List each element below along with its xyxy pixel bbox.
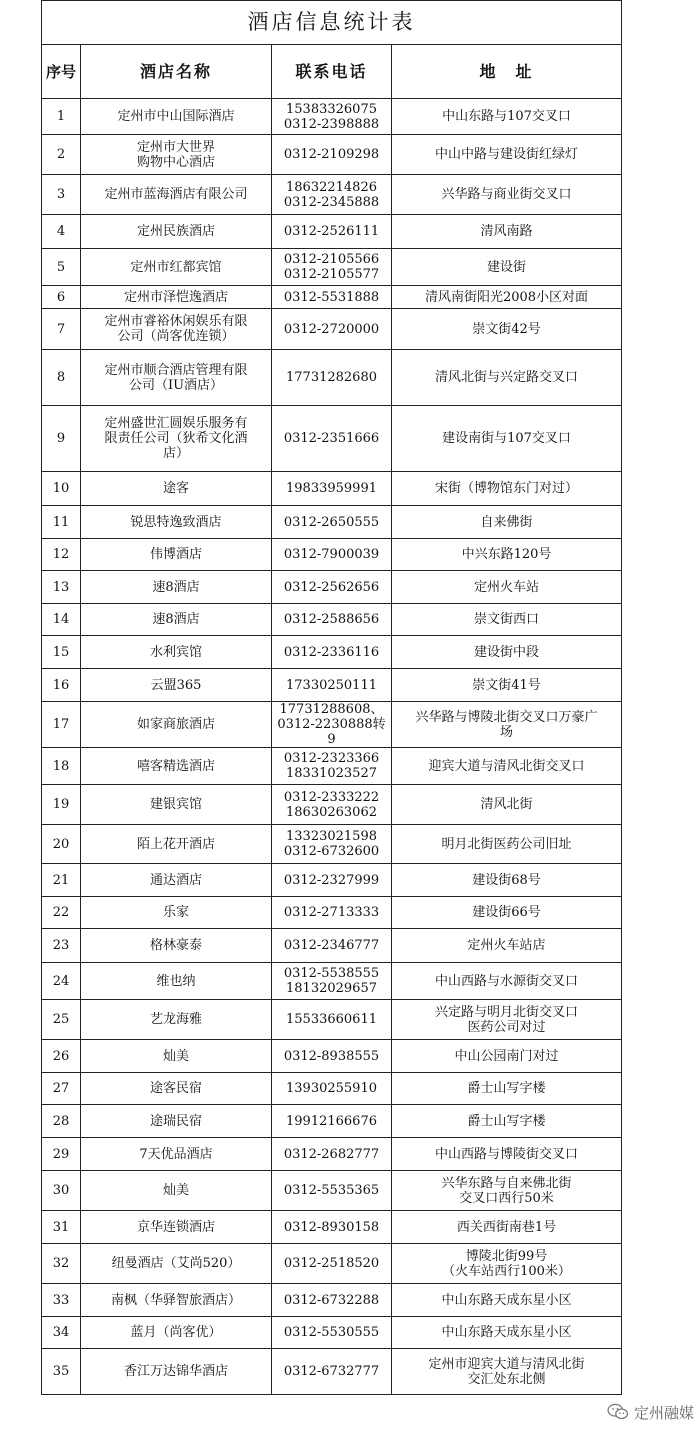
cell-name: 7天优品酒店 [81, 1138, 272, 1171]
cell-seq: 21 [42, 864, 81, 897]
cell-address: 兴定路与明月北街交叉口 医药公司对过 [392, 1000, 622, 1040]
watermark-text: 定州融媒 [633, 1403, 694, 1422]
table-row [42, 309, 622, 350]
table-row [42, 785, 622, 825]
table-row [42, 669, 622, 702]
cell-phone: 15533660611 [272, 1000, 392, 1040]
cell-seq: 4 [42, 215, 81, 249]
table-row [42, 571, 622, 604]
cell-name: 陌上花开酒店 [81, 825, 272, 864]
cell-phone: 0312-2336116 [272, 636, 392, 669]
cell-address: 建设街 [392, 249, 622, 286]
cell-address: 博陵北街99号 （火车站西行100米） [392, 1244, 622, 1284]
cell-address: 定州火车站店 [392, 929, 622, 963]
table-row [42, 1073, 622, 1105]
cell-seq: 23 [42, 929, 81, 963]
cell-phone: 19833959991 [272, 472, 392, 506]
title-row [42, 1, 622, 45]
table-row [42, 249, 622, 286]
cell-address: 明月北街医药公司旧址 [392, 825, 622, 864]
cell-phone: 0312-2713333 [272, 897, 392, 929]
cell-phone: 13930255910 [272, 1073, 392, 1105]
cell-phone: 17731282680 [272, 350, 392, 406]
cell-address: 中山西路与博陵街交叉口 [392, 1138, 622, 1171]
cell-address: 中兴东路120号 [392, 539, 622, 571]
cell-name: 定州市睿裕休闲娱乐有限 公司（尚客优连锁） [81, 309, 272, 350]
cell-seq: 27 [42, 1073, 81, 1105]
cell-seq: 6 [42, 286, 81, 309]
table-row [42, 406, 622, 472]
cell-seq: 8 [42, 350, 81, 406]
cell-seq: 15 [42, 636, 81, 669]
table-row [42, 135, 622, 175]
table-row [42, 636, 622, 669]
cell-address: 自来佛街 [392, 506, 622, 539]
cell-seq: 31 [42, 1211, 81, 1244]
cell-phone: 0312-2346777 [272, 929, 392, 963]
cell-name: 定州市泽恺逸酒店 [81, 286, 272, 309]
cell-phone: 13323021598 0312-6732600 [272, 825, 392, 864]
header-address: 地 址 [392, 45, 622, 99]
cell-phone: 0312-6732288 [272, 1284, 392, 1317]
cell-address: 中山东路与107交叉口 [392, 99, 622, 135]
header-seq: 序号 [42, 45, 81, 99]
cell-address: 中山东路天成东星小区 [392, 1317, 622, 1349]
cell-phone: 18632214826 0312-2345888 [272, 175, 392, 215]
table-row [42, 748, 622, 785]
cell-seq: 13 [42, 571, 81, 604]
cell-name: 维也纳 [81, 963, 272, 1000]
cell-name: 云盟365 [81, 669, 272, 702]
table-row [42, 1317, 622, 1349]
cell-address: 定州市迎宾大道与清风北街 交汇处东北侧 [392, 1349, 622, 1395]
cell-phone: 0312-2562656 [272, 571, 392, 604]
cell-address: 定州火车站 [392, 571, 622, 604]
cell-phone: 0312-8938555 [272, 1040, 392, 1073]
cell-seq: 7 [42, 309, 81, 350]
cell-seq: 1 [42, 99, 81, 135]
hotel-info-sheet [41, 0, 621, 1395]
cell-address: 宋街（博物馆东门对过） [392, 472, 622, 506]
wechat-icon [607, 1403, 629, 1421]
hotel-info-table [41, 0, 622, 1395]
table-title: 酒店信息统计表 [42, 1, 622, 45]
cell-name: 定州市中山国际酒店 [81, 99, 272, 135]
cell-phone: 0312-8930158 [272, 1211, 392, 1244]
cell-phone: 0312-2650555 [272, 506, 392, 539]
table-row [42, 1211, 622, 1244]
cell-name: 定州市顺合酒店管理有限 公司（IU酒店） [81, 350, 272, 406]
cell-phone: 0312-2333222 18630263062 [272, 785, 392, 825]
table-row [42, 99, 622, 135]
table-row [42, 1349, 622, 1395]
cell-name: 建银宾馆 [81, 785, 272, 825]
table-row [42, 1040, 622, 1073]
cell-address: 崇文街西口 [392, 604, 622, 636]
cell-name: 定州市红都宾馆 [81, 249, 272, 286]
cell-name: 通达酒店 [81, 864, 272, 897]
cell-seq: 3 [42, 175, 81, 215]
cell-seq: 22 [42, 897, 81, 929]
cell-seq: 35 [42, 1349, 81, 1395]
cell-address: 中山公园南门对过 [392, 1040, 622, 1073]
cell-seq: 2 [42, 135, 81, 175]
cell-phone: 0312-2323366 18331023527 [272, 748, 392, 785]
cell-seq: 34 [42, 1317, 81, 1349]
table-row [42, 897, 622, 929]
header-row [42, 45, 622, 99]
watermark [607, 1401, 694, 1423]
cell-seq: 12 [42, 539, 81, 571]
cell-name: 艺龙海雅 [81, 1000, 272, 1040]
cell-address: 清风北街 [392, 785, 622, 825]
table-row [42, 286, 622, 309]
cell-address: 清风南路 [392, 215, 622, 249]
cell-name: 灿美 [81, 1171, 272, 1211]
cell-name: 纽曼酒店（艾尚520） [81, 1244, 272, 1284]
cell-phone: 0312-5530555 [272, 1317, 392, 1349]
table-row [42, 1284, 622, 1317]
cell-phone: 0312-6732777 [272, 1349, 392, 1395]
cell-address: 清风南街阳光2008小区对面 [392, 286, 622, 309]
table-row [42, 1138, 622, 1171]
table-row [42, 1244, 622, 1284]
cell-phone: 0312-5531888 [272, 286, 392, 309]
table-row [42, 1105, 622, 1138]
cell-phone: 0312-2526111 [272, 215, 392, 249]
cell-address: 建设街中段 [392, 636, 622, 669]
cell-address: 兴华路与博陵北街交叉口万豪广 场 [392, 702, 622, 748]
cell-seq: 5 [42, 249, 81, 286]
table-row [42, 175, 622, 215]
cell-phone: 0312-2588656 [272, 604, 392, 636]
cell-seq: 11 [42, 506, 81, 539]
cell-address: 清风北街与兴定路交叉口 [392, 350, 622, 406]
cell-phone: 0312-2518520 [272, 1244, 392, 1284]
table-body [42, 99, 622, 1395]
cell-phone: 0312-2105566 0312-2105577 [272, 249, 392, 286]
cell-phone: 17330250111 [272, 669, 392, 702]
cell-address: 迎宾大道与清风北街交叉口 [392, 748, 622, 785]
cell-phone: 0312-2682777 [272, 1138, 392, 1171]
cell-name: 蓝月（尚客优） [81, 1317, 272, 1349]
cell-name: 定州民族酒店 [81, 215, 272, 249]
cell-seq: 14 [42, 604, 81, 636]
cell-phone: 0312-2109298 [272, 135, 392, 175]
cell-seq: 26 [42, 1040, 81, 1073]
cell-seq: 10 [42, 472, 81, 506]
table-row [42, 864, 622, 897]
cell-name: 京华连锁酒店 [81, 1211, 272, 1244]
cell-phone: 17731288608、 0312-2230888转9 [272, 702, 392, 748]
cell-name: 途客 [81, 472, 272, 506]
cell-address: 中山中路与建设街红绿灯 [392, 135, 622, 175]
cell-address: 西关西街南巷1号 [392, 1211, 622, 1244]
cell-name: 嘻客精选酒店 [81, 748, 272, 785]
cell-name: 定州盛世汇圆娱乐服务有 限责任公司（狄希文化酒 店） [81, 406, 272, 472]
cell-seq: 19 [42, 785, 81, 825]
cell-name: 定州市大世界 购物中心酒店 [81, 135, 272, 175]
table-row [42, 825, 622, 864]
table-row [42, 1171, 622, 1211]
header-phone: 联系电话 [272, 45, 392, 99]
cell-phone: 0312-2351666 [272, 406, 392, 472]
table-row [42, 506, 622, 539]
cell-name: 乐家 [81, 897, 272, 929]
cell-seq: 17 [42, 702, 81, 748]
cell-name: 如家商旅酒店 [81, 702, 272, 748]
cell-address: 崇文街41号 [392, 669, 622, 702]
cell-phone: 19912166676 [272, 1105, 392, 1138]
cell-phone: 0312-2327999 [272, 864, 392, 897]
cell-address: 建设街66号 [392, 897, 622, 929]
cell-seq: 24 [42, 963, 81, 1000]
header-name: 酒店名称 [81, 45, 272, 99]
cell-phone: 15383326075 0312-2398888 [272, 99, 392, 135]
cell-seq: 33 [42, 1284, 81, 1317]
cell-name: 香江万达锦华酒店 [81, 1349, 272, 1395]
cell-seq: 16 [42, 669, 81, 702]
table-row [42, 929, 622, 963]
cell-address: 爵士山写字楼 [392, 1105, 622, 1138]
cell-address: 建设南街与107交叉口 [392, 406, 622, 472]
cell-seq: 9 [42, 406, 81, 472]
cell-seq: 32 [42, 1244, 81, 1284]
table-row [42, 604, 622, 636]
table-row [42, 350, 622, 406]
cell-address: 建设街68号 [392, 864, 622, 897]
cell-address: 崇文街42号 [392, 309, 622, 350]
cell-name: 锐思特逸致酒店 [81, 506, 272, 539]
cell-seq: 20 [42, 825, 81, 864]
cell-name: 格林豪泰 [81, 929, 272, 963]
cell-name: 南枫（华驿智旅酒店） [81, 1284, 272, 1317]
cell-name: 灿美 [81, 1040, 272, 1073]
cell-seq: 18 [42, 748, 81, 785]
table-row [42, 539, 622, 571]
cell-name: 途瑞民宿 [81, 1105, 272, 1138]
cell-address: 中山西路与水源街交叉口 [392, 963, 622, 1000]
cell-seq: 28 [42, 1105, 81, 1138]
cell-phone: 0312-5535365 [272, 1171, 392, 1211]
cell-seq: 30 [42, 1171, 81, 1211]
table-row [42, 702, 622, 748]
cell-address: 兴华路与商业街交叉口 [392, 175, 622, 215]
cell-address: 爵士山写字楼 [392, 1073, 622, 1105]
cell-name: 定州市蓝海酒店有限公司 [81, 175, 272, 215]
cell-phone: 0312-5538555 18132029657 [272, 963, 392, 1000]
cell-name: 途客民宿 [81, 1073, 272, 1105]
cell-name: 水利宾馆 [81, 636, 272, 669]
cell-address: 中山东路天成东星小区 [392, 1284, 622, 1317]
table-row [42, 472, 622, 506]
cell-name: 速8酒店 [81, 571, 272, 604]
cell-seq: 25 [42, 1000, 81, 1040]
cell-name: 速8酒店 [81, 604, 272, 636]
cell-address: 兴华东路与自来佛北街 交叉口西行50米 [392, 1171, 622, 1211]
cell-phone: 0312-2720000 [272, 309, 392, 350]
cell-name: 伟博酒店 [81, 539, 272, 571]
cell-phone: 0312-7900039 [272, 539, 392, 571]
table-row [42, 1000, 622, 1040]
table-row [42, 215, 622, 249]
cell-seq: 29 [42, 1138, 81, 1171]
table-row [42, 963, 622, 1000]
